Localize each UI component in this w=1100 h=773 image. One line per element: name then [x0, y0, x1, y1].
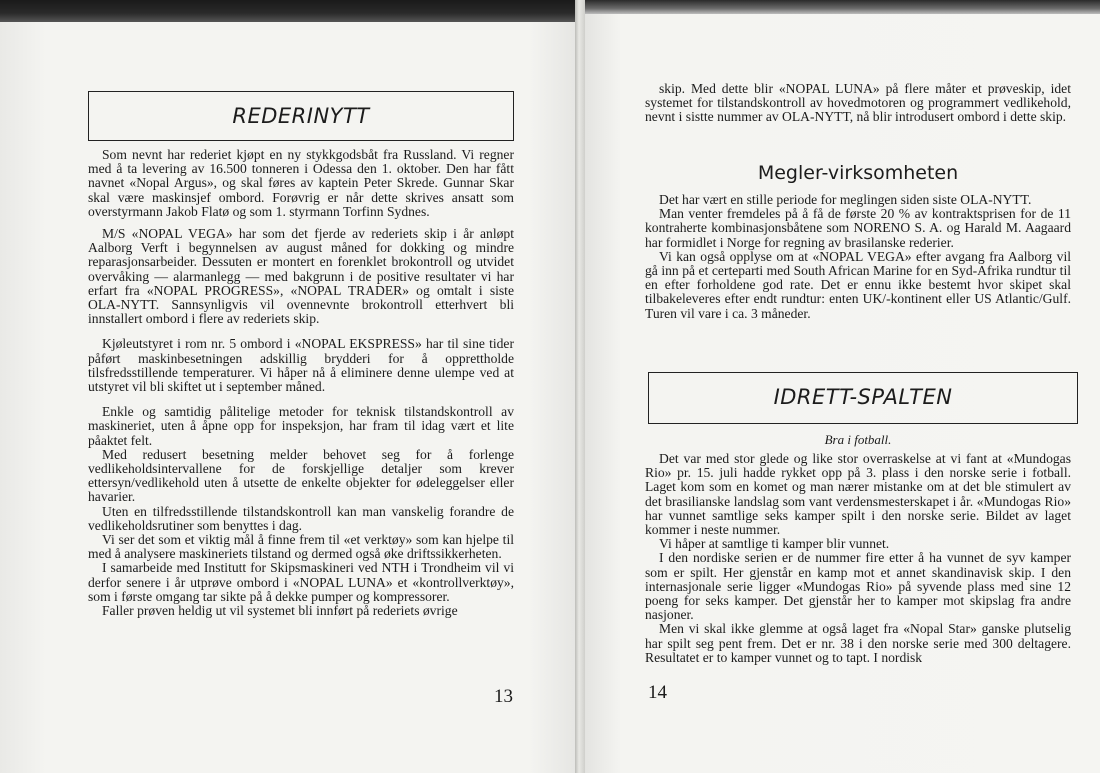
- paragraph: Man venter fremdeles på å få de første 20 % av kontraktsprisen for de 11 kontraherte kombinasjonsbåtene som NORENO S. A. og Harald M. Aagaard har formidlet i Norge for regning av brasilanske rederier.: [645, 206, 1071, 250]
- paragraph: Som nevnt har rederiet kjøpt en ny stykkgodsbåt fra Russland. Vi regner med å ta levering av 16.500 tonneren i Odessa den 1. oktober. Den har fått navnet «Nopal Argus», og skal føres av kaptein Peter Skrede. Gunnar Skar skal være maskinsjef ombord. Forøvrig er når dette skrives ansatt som overstyrmann Jakob Flatø og som 1. styrmann Torfinn Sydnes.: [88, 147, 514, 219]
- rederinytt-heading: REDERINYTT: [232, 104, 370, 128]
- paragraph: Det var med stor glede og like stor overraskelse at vi fant at «Mundogas Rio» pr. 15. juli hadde rykket opp på 3. plass i den norske serie i fotball. Laget kom som en komet og man nærer mistanke om at det ble stimulert av det brasilianske landslag som vant verdensmesterskapet i år. «Mundogas Rio» har vunnet samtlige seks kamper spilt i den norske serie. Bildet av laget kommer i neste nummer.: [645, 451, 1071, 538]
- paragraph: Vi kan også opplyse om at «NOPAL VEGA» efter avgang fra Aalborg vil gå inn på et certeparti med South African Marine for en Syd-Afrika rundtur til en efter forholdene god rate. Det er ennu ikke bestemt hvor skipet skal tilbakeleveres efter endt rundtur: enten UK/-kontinent eller US Atlantic/Gulf. Turen vil vare i ca. 3 måneder.: [645, 248, 1071, 321]
- fotball-subheading: Bra i fotball.: [824, 432, 892, 447]
- scan-edge-top: [0, 0, 575, 22]
- paragraph: M/S «NOPAL VEGA» har som det fjerde av rederiets skip i år anløpt Aalborg Verft i begynnelsen av august måned for dokking og mindre reparasjonsarbeider. Dessuten er montert en forenklet brokontroll og utvidet overvåking — alarmanlegg — med bakgrunn i de positive resultater vi har erfart fra «NOPAL PROGRESS», «NOPAL TRADER» og omtalt i siste OLA-NYTT. Sannsynligvis vil ovennevnte brokontroll etterhvert bli innstallert ombord i flere av rederiets skip.: [88, 226, 514, 327]
- paragraph: Faller prøven heldig ut vil systemet bli innført på rederiets øvrige: [102, 603, 458, 619]
- paragraph: I den nordiske serien er de nummer fire etter å ha vunnet de syv kamper som er spilt. Her gjenstår en kamp mot et annet skandinavisk skip. I den internasjonale serie ligger «Mundogas Rio» på syvende plass med sine 12 poeng for seks kamper. Det gjenstår her to kamper mot skipslag fra andre nasjoner.: [645, 550, 1071, 623]
- paragraph: Med redusert besetning melder behovet seg for å forlenge vedlikeholdsintervallene for de forskjellige detaljer som krever ettersyn/vedlikehold uten å utsette de enkelte objekter for ødeleggelser eller havarier.: [88, 446, 514, 505]
- idrett-column: [645, 452, 1071, 665]
- paragraph: Kjøleutstyret i rom nr. 5 ombord i «NOPAL EKSPRESS» har til sine tider påført maskinbesetningen adskillig brydderi for å opprettholde tilsfredsstillende temperaturer. Vi håper nå å eliminere denne ulempe ved at utstyret vil bli skiftet ut i september måned.: [88, 336, 514, 395]
- page-number: 13: [494, 686, 513, 707]
- paragraph: Vi ser det som et viktig mål å finne frem til «et verktøy» som kan hjelpe til med å analysere maskineriets tilstand og dermed også øke driftssikkerheten.: [88, 532, 514, 562]
- paragraph: Uten en tilfredsstillende tilstandskontroll kan man vanskelig forandre de vedlikeholdsrutiner som benyttes i dag.: [88, 503, 514, 533]
- megler-column: [645, 193, 1071, 321]
- page-number: 14: [648, 682, 667, 703]
- left-column: [88, 148, 514, 618]
- paragraph: I samarbeide med Institutt for Skipsmaskineri ved NTH i Trondheim vil vi derfor senere i år utprøve ombord i «NOPAL LUNA» et «kontrollverktøy», som i første omgang tar sikte på å dekke pumper og kompressorer.: [88, 560, 514, 604]
- right-page: [585, 0, 1100, 773]
- idrett-heading-box: [648, 372, 1078, 424]
- paragraph: Men vi skal ikke glemme at også laget fra «Nopal Star» ganske plutselig har spilt seg pent frem. Det er nr. 38 i den norske serie med 300 deltagere. Resultatet er to kamper vunnet og to tapt. I nordisk: [645, 621, 1071, 665]
- paragraph: Det har vært en stille periode for meglingen siden siste OLA-NYTT.: [659, 192, 1032, 207]
- scan-edge-top: [585, 0, 1100, 14]
- paragraph: Vi håper at samtlige ti kamper blir vunnet.: [659, 536, 890, 552]
- paragraph: Enkle og samtidig pålitelige metoder for teknisk tilstandskontroll av maskineriet, uten å åpne opp for inspeksjon, har fram til idag vært et lite påaktet felt.: [88, 404, 514, 448]
- idrett-heading: IDRETT-SPALTEN: [773, 385, 953, 409]
- rederinytt-heading-box: [88, 91, 514, 141]
- right-intro: [645, 82, 1071, 125]
- paragraph: skip. Med dette blir «NOPAL LUNA» på flere måter et prøveskip, idet systemet for tilstandskontroll av hovedmotoren og programmert vedlikehold, nevnt i sistte nummer av OLA-NYTT, nå blir introdusert ombord i dette skip.: [645, 81, 1071, 125]
- megler-subheading: Megler-virksomheten: [757, 162, 959, 184]
- book-gutter: [575, 0, 585, 773]
